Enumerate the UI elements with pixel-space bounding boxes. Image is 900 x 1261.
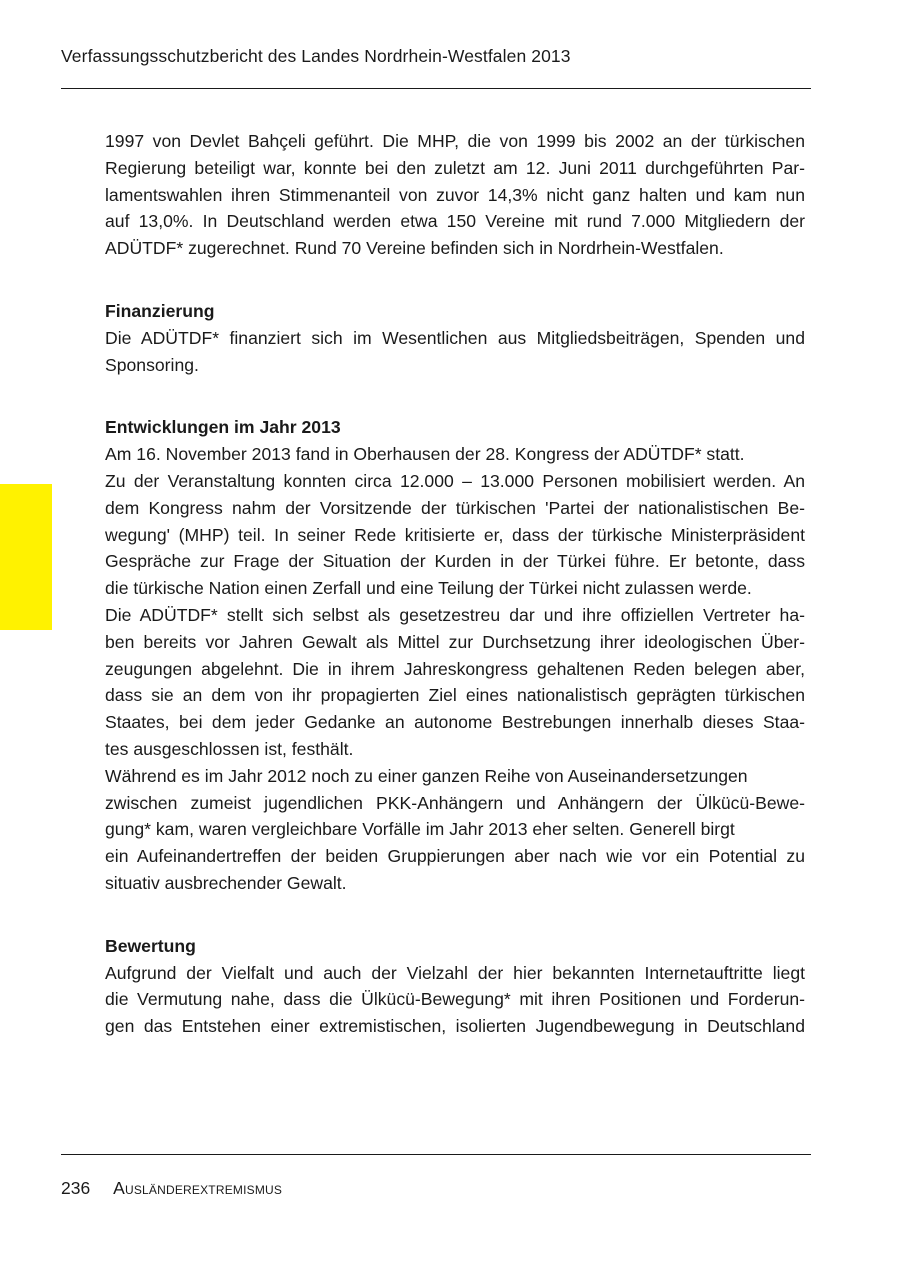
text-line: die Vermutung nahe, dass die Ülkücü-Bewegung* mit ihren Positionen und Forderun- bbox=[105, 989, 805, 1010]
text-line: Die ADÜTDF* finanziert sich im Wesentlichen aus Mitgliedsbeiträgen, Spenden und bbox=[105, 327, 805, 348]
text-line: ben bereits vor Jahren Gewalt als Mittel zur Durchsetzung ihrer ideologischen Über- bbox=[105, 631, 805, 652]
text-line: Gespräche zur Frage der Situation der Kurden in der Türkei führe. Er betonte, dass bbox=[105, 551, 805, 572]
footer-section-name: Ausländerextremismus bbox=[113, 1178, 283, 1198]
page-body bbox=[105, 128, 805, 1040]
footer-rule bbox=[61, 1154, 811, 1155]
text-line: lamentswahlen ihren Stimmenanteil von zuvor 14,3% nicht ganz halten und kam nun bbox=[105, 184, 805, 205]
text-line: Am 16. November 2013 fand in Oberhausen der 28. Kongress der ADÜTDF* statt. bbox=[105, 444, 745, 465]
running-header: Verfassungsschutzbericht des Landes Nordrhein-Westfalen 2013 bbox=[61, 46, 571, 66]
text-line: Sponsoring. bbox=[105, 354, 199, 375]
intro-paragraph bbox=[105, 128, 805, 262]
page-number: 236 bbox=[61, 1178, 91, 1198]
text-line: dem Kongress nahm der Vorsitzende der türkischen 'Partei der nationalistischen Be- bbox=[105, 497, 805, 518]
finanzierung-paragraph bbox=[105, 325, 805, 379]
header-rule bbox=[61, 88, 811, 89]
entwicklungen-paragraph-3 bbox=[105, 763, 805, 897]
text-line: Regierung beteiligt war, konnte bei den zuletzt am 12. Juni 2011 durchgeführten Par- bbox=[105, 157, 805, 178]
section-heading-entwicklungen: Entwicklungen im Jahr 2013 bbox=[105, 417, 341, 438]
text-line: wegung' (MHP) teil. In seiner Rede kritisierte er, dass der türkische Ministerpräsident bbox=[105, 524, 805, 545]
text-line: gung* kam, waren vergleichbare Vorfälle im Jahr 2013 eher selten. Generell birgt bbox=[105, 819, 735, 840]
text-line: Zu der Veranstaltung konnten circa 12.000 – 13.000 Personen mobilisiert werden. An bbox=[105, 470, 805, 491]
text-line: situativ ausbrechender Gewalt. bbox=[105, 872, 347, 893]
text-line: ADÜTDF* zugerechnet. Rund 70 Vereine befinden sich in Nordrhein-Westfalen. bbox=[105, 238, 724, 259]
chapter-marker-tab bbox=[0, 484, 52, 630]
section-heading-finanzierung: Finanzierung bbox=[105, 300, 215, 321]
text-line: die türkische Nation einen Zerfall und eine Teilung der Türkei nicht zulassen werde. bbox=[105, 578, 752, 599]
text-line: ein Aufeinandertreffen der beiden Gruppierungen aber nach wie vor ein Potential zu bbox=[105, 846, 805, 867]
entwicklungen-paragraph-1 bbox=[105, 441, 805, 602]
section-heading-bewertung: Bewertung bbox=[105, 935, 196, 956]
text-line: zeugungen abgelehnt. Die in ihrem Jahreskongress gehaltenen Reden belegen aber, bbox=[105, 658, 805, 679]
text-line: dass sie an dem von ihr propagierten Ziel eines nationalistisch geprägten türkischen bbox=[105, 685, 805, 706]
page-footer bbox=[61, 1178, 282, 1199]
text-line: Während es im Jahr 2012 noch zu einer ganzen Reihe von Auseinandersetzungen bbox=[105, 765, 748, 786]
text-line: Die ADÜTDF* stellt sich selbst als gesetzestreu dar und ihre offiziellen Vertreter ha- bbox=[105, 604, 805, 625]
text-line: tes ausgeschlossen ist, festhält. bbox=[105, 738, 354, 759]
text-line: Aufgrund der Vielfalt und auch der Vielzahl der hier bekannten Internetauftritte liegt bbox=[105, 962, 805, 983]
bewertung-paragraph bbox=[105, 960, 805, 1040]
text-line: 1997 von Devlet Bahçeli geführt. Die MHP, die von 1999 bis 2002 an der türkischen bbox=[105, 131, 805, 151]
text-line: Staates, bei dem jeder Gedanke an autonome Bestrebungen innerhalb dieses Staa- bbox=[105, 712, 805, 733]
text-line: auf 13,0%. In Deutschland werden etwa 150 Vereine mit rund 7.000 Mitgliedern der bbox=[105, 211, 805, 232]
entwicklungen-paragraph-2 bbox=[105, 602, 805, 763]
text-line: zwischen zumeist jugendlichen PKK-Anhängern und Anhängern der Ülkücü-Bewe- bbox=[105, 792, 805, 813]
text-line: gen das Entstehen einer extremistischen, isolierten Jugendbewegung in Deutschland bbox=[105, 1016, 805, 1037]
